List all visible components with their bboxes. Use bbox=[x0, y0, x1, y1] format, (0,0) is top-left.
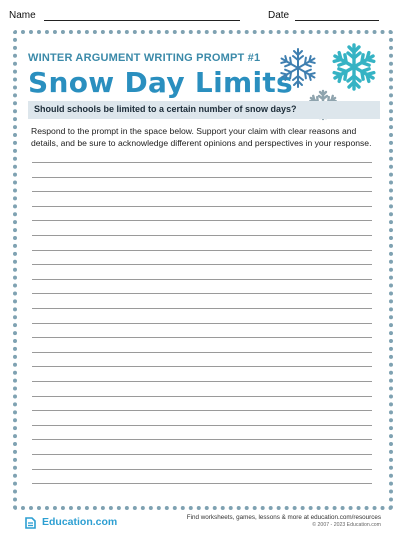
writing-line[interactable] bbox=[32, 425, 372, 426]
writing-line[interactable] bbox=[32, 220, 372, 221]
writing-line[interactable] bbox=[32, 483, 372, 484]
writing-line[interactable] bbox=[32, 410, 372, 411]
writing-line[interactable] bbox=[32, 352, 372, 353]
writing-line[interactable] bbox=[32, 337, 372, 338]
prompt-question: Should schools be limited to a certain number of snow days? bbox=[34, 104, 297, 114]
writing-line[interactable] bbox=[32, 396, 372, 397]
writing-area[interactable] bbox=[32, 158, 372, 498]
writing-line[interactable] bbox=[32, 235, 372, 236]
writing-line[interactable] bbox=[32, 293, 372, 294]
writing-line[interactable] bbox=[32, 162, 372, 163]
name-label: Name bbox=[9, 10, 36, 21]
writing-line[interactable] bbox=[32, 469, 372, 470]
logo-text: Education.com bbox=[42, 516, 118, 528]
writing-line[interactable] bbox=[32, 308, 372, 309]
instructions-text: Respond to the prompt in the space below. Support your claim with clear reasons and details, and be sure to acknowledge different opinions and perspectives in your response. bbox=[31, 126, 372, 148]
education-logo-icon bbox=[24, 516, 38, 530]
writing-line[interactable] bbox=[32, 454, 372, 455]
footer-copyright: © 2007 - 2023 Education.com bbox=[312, 522, 381, 528]
writing-line[interactable] bbox=[32, 381, 372, 382]
date-field-line[interactable] bbox=[295, 20, 379, 21]
writing-line[interactable] bbox=[32, 264, 372, 265]
footer-info bbox=[187, 514, 381, 528]
writing-line[interactable] bbox=[32, 323, 372, 324]
writing-line[interactable] bbox=[32, 250, 372, 251]
page-title: Snow Day Limits bbox=[28, 66, 293, 99]
writing-line[interactable] bbox=[32, 366, 372, 367]
writing-line[interactable] bbox=[32, 191, 372, 192]
writing-line[interactable] bbox=[32, 206, 372, 207]
writing-line[interactable] bbox=[32, 177, 372, 178]
name-field-line[interactable] bbox=[44, 20, 240, 21]
page-header bbox=[0, 0, 405, 26]
snowflake-blue-icon bbox=[276, 46, 320, 90]
writing-line[interactable] bbox=[32, 439, 372, 440]
date-label: Date bbox=[268, 10, 290, 21]
writing-line[interactable] bbox=[32, 279, 372, 280]
question-banner bbox=[28, 101, 380, 119]
footer-tagline: Find worksheets, games, lessons & more at education.com/resources bbox=[186, 514, 381, 521]
snowflake-teal-icon bbox=[328, 41, 380, 93]
prompt-subtitle: WINTER ARGUMENT WRITING PROMPT #1 bbox=[28, 52, 261, 64]
